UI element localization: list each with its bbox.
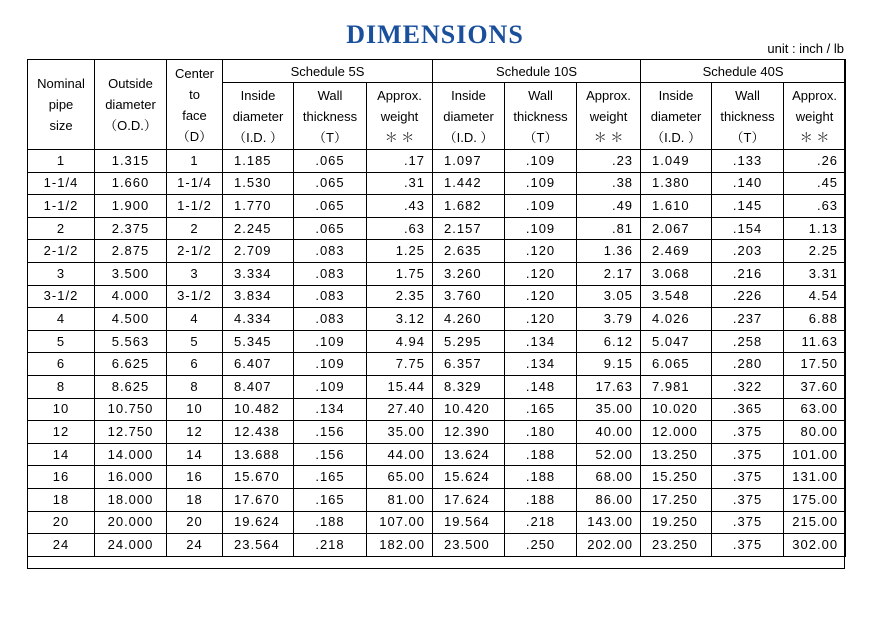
- cell-center-to-face: 2: [167, 217, 223, 240]
- cell-s10-wall-thickness: .188: [505, 466, 577, 489]
- header-line: thickness: [513, 108, 568, 124]
- cell-s40-weight: 37.60: [784, 375, 846, 398]
- header-line: （D）: [176, 128, 213, 144]
- cell-s40-wall-thickness: .203: [712, 240, 784, 263]
- header-line: Wall: [317, 87, 343, 103]
- cell-s5-wall-thickness: .065: [294, 172, 367, 195]
- header-line: （T）: [730, 129, 765, 145]
- cell-s10-wall-thickness: .109: [505, 150, 577, 173]
- header-wall-thickness: [712, 83, 784, 150]
- cell-s5-wall-thickness: .165: [294, 488, 367, 511]
- cell-nominal-size: 20: [28, 511, 95, 534]
- cell-s5-wall-thickness: .156: [294, 443, 367, 466]
- table-body: [28, 150, 846, 557]
- cell-s10-wall-thickness: .180: [505, 421, 577, 444]
- cell-s5-inside-diameter: 6.407: [223, 353, 294, 376]
- cell-center-to-face: 2-1/2: [167, 240, 223, 263]
- cell-s5-inside-diameter: 4.334: [223, 308, 294, 331]
- cell-s10-weight: 1.36: [577, 240, 641, 263]
- cell-nominal-size: 2-1/2: [28, 240, 95, 263]
- cell-s5-weight: 15.44: [367, 375, 433, 398]
- cell-s40-weight: 4.54: [784, 285, 846, 308]
- cell-center-to-face: 8: [167, 375, 223, 398]
- cell-s5-wall-thickness: .065: [294, 217, 367, 240]
- cell-s5-wall-thickness: .083: [294, 262, 367, 285]
- table-row: [28, 217, 846, 240]
- cell-s40-inside-diameter: 17.250: [641, 488, 712, 511]
- cell-nominal-size: 1-1/2: [28, 195, 95, 218]
- cell-s5-wall-thickness: .134: [294, 398, 367, 421]
- cell-s5-weight: 1.25: [367, 240, 433, 263]
- cell-outside-diameter: 24.000: [95, 534, 167, 557]
- cell-s5-weight: 182.00: [367, 534, 433, 557]
- cell-s40-inside-diameter: 1.610: [641, 195, 712, 218]
- cell-s40-wall-thickness: .258: [712, 330, 784, 353]
- cell-s10-inside-diameter: 15.624: [433, 466, 505, 489]
- cell-s5-weight: 35.00: [367, 421, 433, 444]
- cell-nominal-size: 12: [28, 421, 95, 444]
- cell-s40-inside-diameter: 10.020: [641, 398, 712, 421]
- cell-s40-wall-thickness: .375: [712, 534, 784, 557]
- cell-s5-wall-thickness: .165: [294, 466, 367, 489]
- cell-center-to-face: 3: [167, 262, 223, 285]
- cell-center-to-face: 6: [167, 353, 223, 376]
- cell-s10-wall-thickness: .109: [505, 217, 577, 240]
- table-row: [28, 375, 846, 398]
- cell-s40-wall-thickness: .237: [712, 308, 784, 331]
- header-line: Outside: [108, 76, 153, 91]
- cell-s5-inside-diameter: 19.624: [223, 511, 294, 534]
- unit-label: unit : inch / lb: [767, 41, 844, 56]
- header-line: pipe: [48, 97, 74, 112]
- cell-s40-inside-diameter: 23.250: [641, 534, 712, 557]
- cell-s10-weight: 40.00: [577, 421, 641, 444]
- table-row: [28, 353, 846, 376]
- cell-s40-inside-diameter: 12.000: [641, 421, 712, 444]
- cell-center-to-face: 5: [167, 330, 223, 353]
- cell-nominal-size: 4: [28, 308, 95, 331]
- cell-s10-inside-diameter: 3.260: [433, 262, 505, 285]
- header-line: （O.D.）: [104, 118, 157, 133]
- header-line: （I.D. ）: [233, 129, 283, 145]
- cell-nominal-size: 18: [28, 488, 95, 511]
- cell-s5-weight: .31: [367, 172, 433, 195]
- cell-s40-weight: 6.88: [784, 308, 846, 331]
- table-row: [28, 511, 846, 534]
- header-inside-diameter: [223, 83, 294, 150]
- table-row: [28, 195, 846, 218]
- cell-outside-diameter: 10.750: [95, 398, 167, 421]
- cell-s40-weight: .26: [784, 150, 846, 173]
- cell-outside-diameter: 4.000: [95, 285, 167, 308]
- header-wall-thickness: [294, 83, 367, 150]
- cell-center-to-face: 10: [167, 398, 223, 421]
- header-line: ＊ ＊: [799, 129, 830, 145]
- cell-s40-wall-thickness: .280: [712, 353, 784, 376]
- cell-s10-weight: 86.00: [577, 488, 641, 511]
- cell-s10-wall-thickness: .188: [505, 488, 577, 511]
- cell-s10-weight: 6.12: [577, 330, 641, 353]
- header-line: weight: [380, 108, 419, 124]
- cell-s10-wall-thickness: .109: [505, 172, 577, 195]
- cell-center-to-face: 1-1/4: [167, 172, 223, 195]
- cell-nominal-size: 5: [28, 330, 95, 353]
- cell-outside-diameter: 2.375: [95, 217, 167, 240]
- dimensions-table: [27, 59, 846, 557]
- cell-s5-weight: 65.00: [367, 466, 433, 489]
- header-line: diameter: [105, 97, 156, 112]
- cell-s10-weight: .38: [577, 172, 641, 195]
- header-center-to-face: [167, 60, 223, 150]
- cell-nominal-size: 10: [28, 398, 95, 421]
- cell-outside-diameter: 3.500: [95, 262, 167, 285]
- cell-s10-inside-diameter: 19.564: [433, 511, 505, 534]
- header-schedule-40s: Schedule 40S: [641, 60, 846, 83]
- cell-s5-weight: 1.75: [367, 262, 433, 285]
- cell-s10-weight: 35.00: [577, 398, 641, 421]
- header-line: to: [189, 86, 200, 102]
- header-line: diameter: [232, 108, 284, 124]
- cell-s10-wall-thickness: .120: [505, 240, 577, 263]
- cell-s10-weight: 143.00: [577, 511, 641, 534]
- cell-s40-weight: 1.13: [784, 217, 846, 240]
- cell-s40-weight: 215.00: [784, 511, 846, 534]
- cell-s5-inside-diameter: 12.438: [223, 421, 294, 444]
- table-row: [28, 240, 846, 263]
- header-inside-diameter: [433, 83, 505, 150]
- table-header: [28, 60, 846, 150]
- cell-s10-weight: 2.17: [577, 262, 641, 285]
- cell-s10-weight: 202.00: [577, 534, 641, 557]
- cell-s40-wall-thickness: .226: [712, 285, 784, 308]
- cell-s40-inside-diameter: 15.250: [641, 466, 712, 489]
- header-line: Nominal: [37, 76, 85, 91]
- cell-s5-weight: 44.00: [367, 443, 433, 466]
- cell-s10-inside-diameter: 2.157: [433, 217, 505, 240]
- cell-s5-inside-diameter: 5.345: [223, 330, 294, 353]
- header-outside-diameter: [95, 60, 167, 150]
- cell-s5-wall-thickness: .083: [294, 285, 367, 308]
- cell-s40-wall-thickness: .216: [712, 262, 784, 285]
- cell-s10-inside-diameter: 17.624: [433, 488, 505, 511]
- cell-s10-weight: 17.63: [577, 375, 641, 398]
- cell-nominal-size: 3-1/2: [28, 285, 95, 308]
- cell-s5-weight: .43: [367, 195, 433, 218]
- cell-s10-wall-thickness: .188: [505, 443, 577, 466]
- cell-center-to-face: 3-1/2: [167, 285, 223, 308]
- cell-outside-diameter: 1.660: [95, 172, 167, 195]
- cell-s5-wall-thickness: .109: [294, 353, 367, 376]
- cell-s40-inside-diameter: 2.469: [641, 240, 712, 263]
- cell-s5-weight: 2.35: [367, 285, 433, 308]
- table-row: [28, 172, 846, 195]
- cell-s40-wall-thickness: .322: [712, 375, 784, 398]
- cell-s5-inside-diameter: 13.688: [223, 443, 294, 466]
- cell-s40-inside-diameter: 1.380: [641, 172, 712, 195]
- cell-s40-weight: 17.50: [784, 353, 846, 376]
- cell-s40-inside-diameter: 4.026: [641, 308, 712, 331]
- table-row: [28, 308, 846, 331]
- cell-center-to-face: 1: [167, 150, 223, 173]
- cell-outside-diameter: 18.000: [95, 488, 167, 511]
- cell-s5-weight: .17: [367, 150, 433, 173]
- cell-s10-inside-diameter: 13.624: [433, 443, 505, 466]
- cell-s10-inside-diameter: 5.295: [433, 330, 505, 353]
- cell-outside-diameter: 20.000: [95, 511, 167, 534]
- cell-s5-wall-thickness: .083: [294, 240, 367, 263]
- cell-s10-weight: .81: [577, 217, 641, 240]
- cell-s10-wall-thickness: .148: [505, 375, 577, 398]
- cell-nominal-size: 24: [28, 534, 95, 557]
- cell-nominal-size: 6: [28, 353, 95, 376]
- cell-outside-diameter: 12.750: [95, 421, 167, 444]
- cell-s10-wall-thickness: .134: [505, 353, 577, 376]
- cell-s10-inside-diameter: 8.329: [433, 375, 505, 398]
- cell-s40-wall-thickness: .133: [712, 150, 784, 173]
- cell-s5-wall-thickness: .218: [294, 534, 367, 557]
- cell-s40-weight: 175.00: [784, 488, 846, 511]
- cell-s40-weight: 63.00: [784, 398, 846, 421]
- header-line: Inside: [658, 87, 694, 103]
- cell-s40-wall-thickness: .375: [712, 421, 784, 444]
- table-row: [28, 421, 846, 444]
- cell-s5-inside-diameter: 3.334: [223, 262, 294, 285]
- header-line: Approx.: [792, 87, 837, 103]
- cell-s40-weight: 131.00: [784, 466, 846, 489]
- cell-s40-wall-thickness: .365: [712, 398, 784, 421]
- cell-s40-weight: 2.25: [784, 240, 846, 263]
- cell-s10-inside-diameter: 23.500: [433, 534, 505, 557]
- page-title: DIMENSIONS: [346, 20, 524, 49]
- cell-s5-wall-thickness: .065: [294, 195, 367, 218]
- header-line: Inside: [451, 87, 486, 103]
- table-row: [28, 398, 846, 421]
- cell-s40-wall-thickness: .140: [712, 172, 784, 195]
- cell-s10-inside-diameter: 3.760: [433, 285, 505, 308]
- cell-s10-wall-thickness: .250: [505, 534, 577, 557]
- cell-s10-inside-diameter: 1.097: [433, 150, 505, 173]
- header-line: diameter: [443, 108, 494, 124]
- cell-outside-diameter: 1.900: [95, 195, 167, 218]
- cell-s10-wall-thickness: .218: [505, 511, 577, 534]
- cell-s5-inside-diameter: 1.185: [223, 150, 294, 173]
- cell-nominal-size: 3: [28, 262, 95, 285]
- cell-s40-weight: .45: [784, 172, 846, 195]
- cell-s10-wall-thickness: .134: [505, 330, 577, 353]
- cell-s40-wall-thickness: .375: [712, 466, 784, 489]
- cell-s5-wall-thickness: .188: [294, 511, 367, 534]
- cell-s5-wall-thickness: .156: [294, 421, 367, 444]
- cell-outside-diameter: 1.315: [95, 150, 167, 173]
- header-line: Approx.: [586, 87, 631, 103]
- cell-s5-inside-diameter: 23.564: [223, 534, 294, 557]
- header-line: face: [182, 107, 207, 123]
- table-row: [28, 285, 846, 308]
- cell-s5-inside-diameter: 17.670: [223, 488, 294, 511]
- header-line: Approx.: [377, 87, 422, 103]
- cell-outside-diameter: 4.500: [95, 308, 167, 331]
- cell-s10-inside-diameter: 1.442: [433, 172, 505, 195]
- cell-s10-wall-thickness: .120: [505, 308, 577, 331]
- cell-s40-inside-diameter: 5.047: [641, 330, 712, 353]
- header-line: Wall: [528, 87, 553, 103]
- header-line: （T）: [523, 129, 558, 145]
- header-line: Wall: [735, 87, 760, 103]
- cell-s40-weight: .63: [784, 195, 846, 218]
- cell-s10-inside-diameter: 10.420: [433, 398, 505, 421]
- cell-center-to-face: 20: [167, 511, 223, 534]
- cell-s40-wall-thickness: .375: [712, 511, 784, 534]
- cell-s40-weight: 3.31: [784, 262, 846, 285]
- header-nominal-pipe-size: [28, 60, 95, 150]
- cell-s10-weight: 3.05: [577, 285, 641, 308]
- cell-s5-weight: .63: [367, 217, 433, 240]
- cell-nominal-size: 1-1/4: [28, 172, 95, 195]
- cell-s10-inside-diameter: 1.682: [433, 195, 505, 218]
- header-line: Center: [174, 65, 215, 81]
- cell-s10-weight: 52.00: [577, 443, 641, 466]
- cell-s40-wall-thickness: .145: [712, 195, 784, 218]
- cell-s40-inside-diameter: 6.065: [641, 353, 712, 376]
- cell-s5-wall-thickness: .109: [294, 330, 367, 353]
- cell-s5-weight: 27.40: [367, 398, 433, 421]
- table-row: [28, 443, 846, 466]
- cell-center-to-face: 4: [167, 308, 223, 331]
- cell-outside-diameter: 14.000: [95, 443, 167, 466]
- table-row: [28, 488, 846, 511]
- cell-center-to-face: 18: [167, 488, 223, 511]
- cell-s5-weight: 4.94: [367, 330, 433, 353]
- cell-nominal-size: 1: [28, 150, 95, 173]
- cell-outside-diameter: 8.625: [95, 375, 167, 398]
- cell-s5-weight: 81.00: [367, 488, 433, 511]
- header-wall-thickness: [505, 83, 577, 150]
- cell-s10-inside-diameter: 12.390: [433, 421, 505, 444]
- cell-nominal-size: 2: [28, 217, 95, 240]
- cell-nominal-size: 14: [28, 443, 95, 466]
- header-line: diameter: [650, 108, 702, 124]
- header-inside-diameter: [641, 83, 712, 150]
- header-line: ＊ ＊: [593, 129, 624, 145]
- cell-center-to-face: 24: [167, 534, 223, 557]
- cell-s5-inside-diameter: 15.670: [223, 466, 294, 489]
- cell-center-to-face: 1-1/2: [167, 195, 223, 218]
- cell-s40-inside-diameter: 19.250: [641, 511, 712, 534]
- cell-s10-inside-diameter: 4.260: [433, 308, 505, 331]
- cell-s40-weight: 11.63: [784, 330, 846, 353]
- cell-s5-inside-diameter: 1.530: [223, 172, 294, 195]
- cell-s40-weight: 101.00: [784, 443, 846, 466]
- header-line: weight: [589, 108, 628, 124]
- cell-outside-diameter: 5.563: [95, 330, 167, 353]
- header-line: （I.D. ）: [651, 129, 701, 145]
- cell-s40-inside-diameter: 3.548: [641, 285, 712, 308]
- cell-s5-inside-diameter: 10.482: [223, 398, 294, 421]
- cell-s10-inside-diameter: 2.635: [433, 240, 505, 263]
- header-line: weight: [795, 108, 834, 124]
- header-line: （I.D. ）: [443, 129, 494, 145]
- cell-s40-inside-diameter: 2.067: [641, 217, 712, 240]
- cell-s40-weight: 80.00: [784, 421, 846, 444]
- cell-s40-wall-thickness: .375: [712, 488, 784, 511]
- header-line: Inside: [240, 87, 276, 103]
- cell-outside-diameter: 2.875: [95, 240, 167, 263]
- header-line: size: [49, 118, 73, 133]
- cell-s40-inside-diameter: 7.981: [641, 375, 712, 398]
- cell-s5-inside-diameter: 1.770: [223, 195, 294, 218]
- header-approx-weight: [784, 83, 846, 150]
- cell-s5-inside-diameter: 8.407: [223, 375, 294, 398]
- cell-s10-inside-diameter: 6.357: [433, 353, 505, 376]
- cell-s10-weight: 68.00: [577, 466, 641, 489]
- cell-s10-wall-thickness: .109: [505, 195, 577, 218]
- cell-outside-diameter: 16.000: [95, 466, 167, 489]
- table-row: [28, 466, 846, 489]
- table-row: [28, 262, 846, 285]
- cell-s40-inside-diameter: 3.068: [641, 262, 712, 285]
- cell-s5-inside-diameter: 2.245: [223, 217, 294, 240]
- cell-center-to-face: 14: [167, 443, 223, 466]
- header-line: （T）: [313, 129, 347, 145]
- cell-s10-weight: .49: [577, 195, 641, 218]
- cell-s10-weight: 3.79: [577, 308, 641, 331]
- header-line: ＊ ＊: [384, 129, 415, 145]
- cell-s40-inside-diameter: 13.250: [641, 443, 712, 466]
- cell-s5-weight: 7.75: [367, 353, 433, 376]
- cell-s10-weight: 9.15: [577, 353, 641, 376]
- cell-s40-inside-diameter: 1.049: [641, 150, 712, 173]
- cell-s10-weight: .23: [577, 150, 641, 173]
- cell-s5-weight: 107.00: [367, 511, 433, 534]
- header-schedule-10s: Schedule 10S: [433, 60, 641, 83]
- cell-s10-wall-thickness: .120: [505, 285, 577, 308]
- header-approx-weight: [577, 83, 641, 150]
- header-approx-weight: [367, 83, 433, 150]
- header-line: thickness: [720, 108, 775, 124]
- cell-outside-diameter: 6.625: [95, 353, 167, 376]
- table-row: [28, 330, 846, 353]
- table-row: [28, 534, 846, 557]
- cell-s40-wall-thickness: .154: [712, 217, 784, 240]
- cell-s5-weight: 3.12: [367, 308, 433, 331]
- cell-s40-weight: 302.00: [784, 534, 846, 557]
- header-schedule-5s: Schedule 5S: [223, 60, 433, 83]
- cell-s5-inside-diameter: 3.834: [223, 285, 294, 308]
- cell-s10-wall-thickness: .165: [505, 398, 577, 421]
- cell-s40-wall-thickness: .375: [712, 443, 784, 466]
- cell-s5-inside-diameter: 2.709: [223, 240, 294, 263]
- table-row: [28, 150, 846, 173]
- cell-center-to-face: 12: [167, 421, 223, 444]
- cell-s5-wall-thickness: .083: [294, 308, 367, 331]
- cell-s5-wall-thickness: .109: [294, 375, 367, 398]
- cell-nominal-size: 8: [28, 375, 95, 398]
- cell-nominal-size: 16: [28, 466, 95, 489]
- header-line: thickness: [302, 108, 358, 124]
- cell-center-to-face: 16: [167, 466, 223, 489]
- cell-s5-wall-thickness: .065: [294, 150, 367, 173]
- cell-s10-wall-thickness: .120: [505, 262, 577, 285]
